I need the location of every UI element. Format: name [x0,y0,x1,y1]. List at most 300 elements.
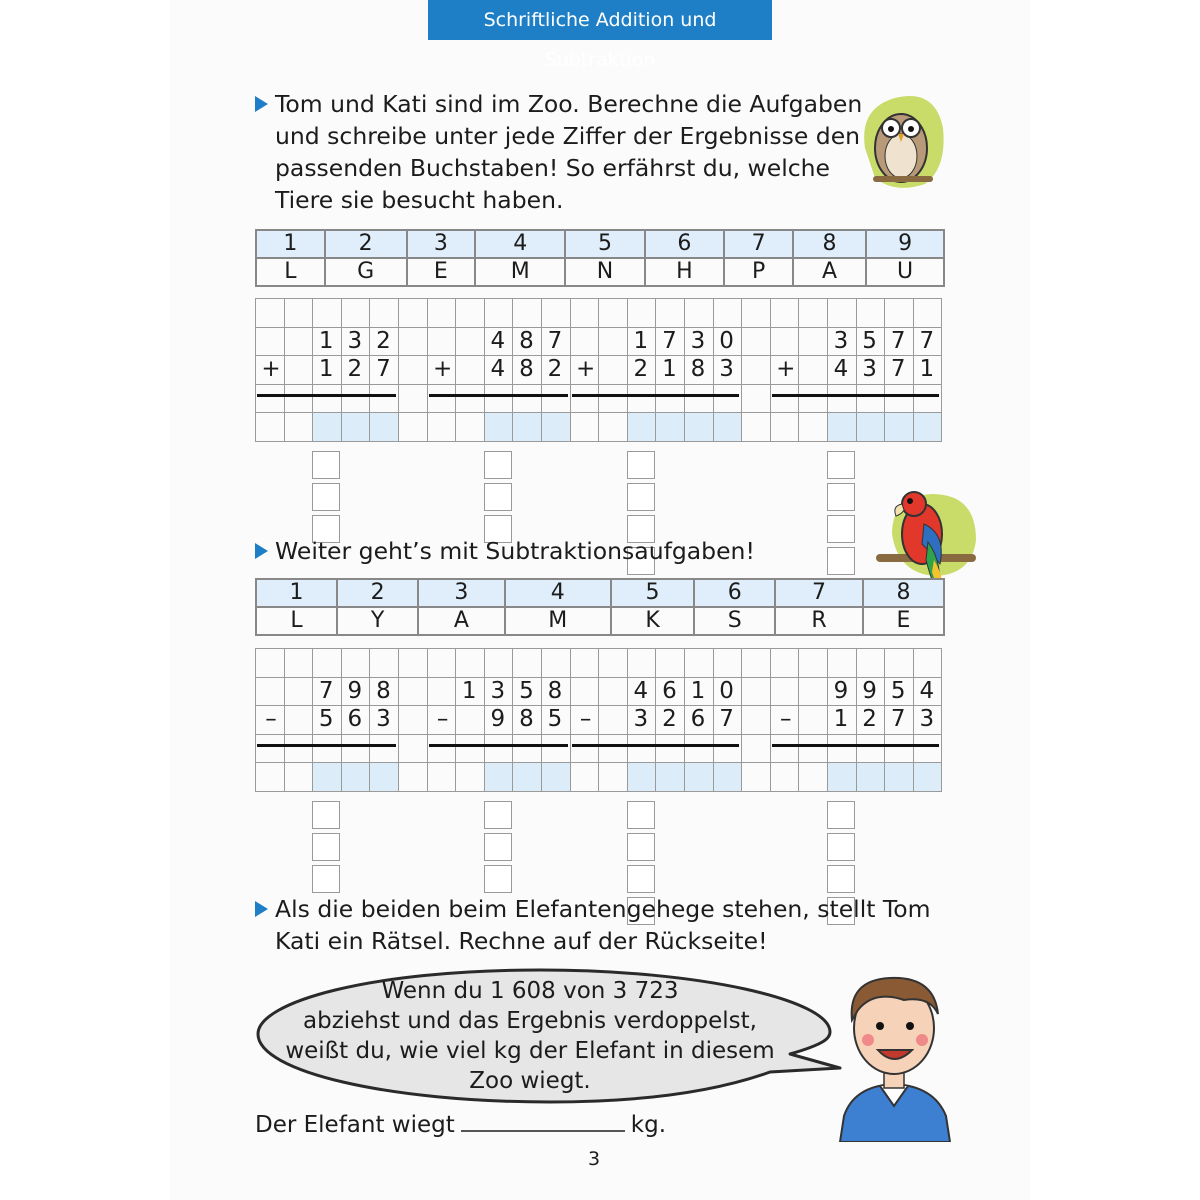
grid-cell [798,355,828,385]
operand-digit: 2 [662,706,677,733]
grid-cell [398,298,428,328]
grid-cell [398,355,428,385]
letter-box[interactable] [827,833,855,861]
key-letter: H [645,258,725,286]
grid-cell [541,298,571,328]
grid-cell [884,648,914,678]
grid-cell [770,298,800,328]
result-cell[interactable] [255,412,285,442]
key-letter: E [407,258,476,286]
result-cell[interactable] [856,762,886,792]
minuend-digit: 5 [862,327,877,354]
key-number: 6 [694,579,775,607]
sum-line [772,394,940,397]
operand-digit: 9 [490,706,506,733]
grid-cell [455,734,485,764]
grid-cell [398,384,428,414]
grid-cell [512,648,542,678]
operand-digit: 1 [318,356,334,383]
key-letters-row [256,607,944,635]
result-cell[interactable] [427,762,457,792]
result-cell[interactable] [284,762,314,792]
key-number: 4 [475,230,565,258]
minuend-digit: 6 [662,677,677,704]
letter-box[interactable] [484,451,512,479]
grid-cell [884,298,914,328]
grid-cell [284,384,314,414]
grid-cell [484,734,514,764]
grid-cell [856,648,886,678]
sum-line [257,394,396,397]
key-letter: K [611,607,694,635]
result-cell[interactable] [655,412,685,442]
key-letter: E [863,607,944,635]
key-number: 6 [645,230,725,258]
letter-box[interactable] [312,833,340,861]
result-cell[interactable] [770,762,800,792]
grid-cell [798,705,828,735]
operand-digit: 3 [862,356,877,383]
answer-blank[interactable] [461,1130,625,1132]
minuend-digit: 9 [833,677,849,704]
result-cell[interactable] [856,412,886,442]
letter-box[interactable] [827,865,855,893]
grid-cell [884,734,914,764]
result-cell[interactable] [884,762,914,792]
operand-digit: 2 [633,356,649,383]
minuend-digit: 8 [376,677,391,704]
grid-cell [455,705,485,735]
letter-box[interactable] [312,865,340,893]
operand-digit: 7 [890,356,906,383]
grid-cell [455,355,485,385]
operand-digit: 1 [833,706,849,733]
key-number: 3 [418,579,504,607]
letter-box[interactable] [827,483,855,511]
key-number: 4 [505,579,611,607]
riddle-line: Zoo wiegt. [469,1068,591,1094]
letter-answer-boxes[interactable] [827,801,856,829]
result-cell[interactable] [255,762,285,792]
minuend-digit: 4 [919,677,935,704]
grid-cell [255,384,285,414]
operand-digit: 3 [919,706,935,733]
grid-cell [427,384,457,414]
grid-cell [284,677,314,707]
minus-sign: – [780,706,792,733]
key-letter: A [793,258,866,286]
minuend-digit: 8 [519,327,534,354]
result-cell[interactable] [884,412,914,442]
result-cell[interactable] [655,762,685,792]
letter-answer-boxes[interactable] [627,451,656,479]
grid-cell [512,384,542,414]
operand-digit: 7 [719,706,734,733]
riddle-line: abziehst und das Ergebnis verdoppelst, [303,1008,757,1034]
letter-answer-boxes[interactable] [484,451,513,479]
grid-cell [570,384,600,414]
operand-digit: 3 [633,706,649,733]
grid-cell [512,298,542,328]
plus-sign: + [575,356,596,383]
grid-cell [398,327,428,357]
grid-cell [512,734,542,764]
answer-sentence [255,1112,666,1138]
grid-cell [713,384,743,414]
letter-box[interactable] [827,801,855,829]
plus-sign: + [432,356,453,383]
grid-cell [570,327,600,357]
grid-cell [770,677,800,707]
grid-cell [741,355,771,385]
key-number: 2 [325,230,407,258]
grid-cell [798,648,828,678]
result-cell[interactable] [369,762,399,792]
grid-cell [856,298,886,328]
grid-cell [284,705,314,735]
grid-cell [455,384,485,414]
result-cell[interactable] [484,412,514,442]
result-cell[interactable] [484,762,514,792]
operand-digit: 4 [833,356,849,383]
result-cell[interactable] [398,412,428,442]
grid-cell [827,298,857,328]
grid-cell [598,677,628,707]
grid-cell [570,648,600,678]
letter-box[interactable] [627,801,655,829]
result-cell[interactable] [455,412,485,442]
sum-line [772,744,940,747]
grid-cell [770,327,800,357]
operand-digit: 8 [690,356,706,383]
grid-cell [341,648,371,678]
operand-digit: 8 [519,706,534,733]
letter-answer-boxes[interactable] [312,801,341,829]
key-number: 8 [793,230,866,258]
grid-cell [741,327,771,357]
plus-sign: + [776,356,796,383]
result-cell[interactable] [741,762,771,792]
minuend-digit: 7 [547,327,563,354]
letter-box[interactable] [627,833,655,861]
grid-cell [884,384,914,414]
grid-cell [770,648,800,678]
answer-unit: kg. [630,1112,667,1138]
letter-box[interactable] [484,801,512,829]
grid-cell [598,648,628,678]
result-cell[interactable] [284,412,314,442]
grid-cell [427,648,457,678]
plus-sign: + [261,356,281,383]
result-cell[interactable] [913,412,943,442]
letter-box[interactable] [627,451,655,479]
result-cell[interactable] [798,762,828,792]
letter-box[interactable] [627,483,655,511]
grid-cell [684,384,714,414]
grid-cell [827,734,857,764]
result-cell[interactable] [598,762,628,792]
grid-cell [484,298,514,328]
grid-cell [398,734,428,764]
minuend-digit: 4 [633,677,649,704]
result-cell[interactable] [627,762,657,792]
result-cell[interactable] [398,762,428,792]
key-number: 3 [407,230,476,258]
minuend-digit: 8 [547,677,563,704]
operand-digit: 2 [347,356,363,383]
letter-box[interactable] [827,547,855,575]
minuend-digit: 9 [862,677,877,704]
sum-line [257,744,396,747]
grid-cell [684,648,714,678]
instruction-subtraction [255,535,755,567]
grid-cell [484,648,514,678]
grid-cell [684,298,714,328]
minuend-digit: 0 [719,327,734,354]
grid-cell [570,734,600,764]
key-number: 5 [611,579,694,607]
result-cell[interactable] [741,412,771,442]
key-letter: Y [337,607,418,635]
result-cell[interactable] [570,762,600,792]
key-number: 8 [863,579,944,607]
result-cell[interactable] [455,762,485,792]
operand-digit: 1 [919,356,935,383]
result-cell[interactable] [312,762,342,792]
minuend-digit: 5 [890,677,906,704]
result-cell[interactable] [598,412,628,442]
riddle-text [270,976,790,1096]
result-cell[interactable] [684,762,714,792]
minuend-digit: 1 [690,677,706,704]
minuend-digit: 5 [519,677,534,704]
grid-cell [541,648,571,678]
grid-cell [398,677,428,707]
grid-cell [427,327,457,357]
operand-digit: 7 [376,356,391,383]
operand-digit: 2 [547,356,563,383]
grid-cell [341,298,371,328]
grid-cell [455,648,485,678]
minuend-digit: 3 [490,677,506,704]
grid-cell [369,298,399,328]
riddle-line: weißt du, wie viel kg der Elefant in diesem [285,1038,775,1064]
result-cell[interactable] [312,412,342,442]
operand-digit: 2 [862,706,877,733]
sum-line [429,744,568,747]
result-cell[interactable] [570,412,600,442]
grid-cell [770,734,800,764]
result-cell[interactable] [684,412,714,442]
grid-cell [570,677,600,707]
sum-line [429,394,568,397]
grid-cell [484,384,514,414]
minuend-digit: 7 [890,327,906,354]
result-cell[interactable] [770,412,800,442]
key-number: 7 [775,579,863,607]
result-cell[interactable] [369,412,399,442]
instruction-riddle [255,893,931,957]
letter-box[interactable] [827,515,855,543]
result-cell[interactable] [798,412,828,442]
grid-cell [627,734,657,764]
grid-cell [627,384,657,414]
grid-cell [427,677,457,707]
minuend-digit: 2 [376,327,391,354]
key-number: 9 [866,230,944,258]
minuend-digit: 7 [318,677,334,704]
minuend-digit: 9 [347,677,363,704]
key-numbers-row [256,579,944,607]
grid-cell [598,327,628,357]
grid-cell [598,355,628,385]
letter-answer-boxes[interactable] [627,801,656,829]
grid-cell [627,648,657,678]
grid-cell [455,298,485,328]
grid-cell [541,384,571,414]
owl-illustration [855,88,947,194]
grid-cell [255,677,285,707]
minus-sign: – [436,706,449,733]
key-letter: P [724,258,793,286]
operand-digit: 3 [719,356,734,383]
grid-cell [427,734,457,764]
grid-cell [827,648,857,678]
letter-box[interactable] [312,801,340,829]
result-cell[interactable] [713,412,743,442]
operand-digit: 1 [662,356,677,383]
operand-digit: 6 [347,706,363,733]
instruction-line: Kati ein Rätsel. Rechne auf der Rückseite! [275,927,768,955]
result-cell[interactable] [827,412,857,442]
operand-digit: 3 [376,706,391,733]
grid-cell [798,677,828,707]
result-cell[interactable] [827,762,857,792]
bullet-triangle-icon [255,543,268,559]
grid-cell [655,384,685,414]
result-cell[interactable] [512,762,542,792]
minuend-digit: 3 [833,327,849,354]
result-cell[interactable] [427,412,457,442]
key-number: 5 [565,230,644,258]
grid-cell [341,384,371,414]
grid-cell [284,648,314,678]
grid-cell [770,384,800,414]
grid-cell [798,384,828,414]
grid-cell [913,384,943,414]
key-letter: L [256,607,337,635]
operand-digit: 6 [690,706,706,733]
grid-cell [284,327,314,357]
result-cell[interactable] [713,762,743,792]
sum-line [572,394,740,397]
result-cell[interactable] [627,412,657,442]
grid-cell [598,705,628,735]
key-number: 2 [337,579,418,607]
result-cell[interactable] [541,412,571,442]
minuend-digit: 3 [347,327,363,354]
letter-box[interactable] [827,451,855,479]
operand-digit: 5 [318,706,334,733]
grid-cell [684,734,714,764]
instruction-line: passenden Buchstaben! So erfährst du, welche [275,154,831,182]
grid-cell [741,705,771,735]
grid-cell [713,734,743,764]
page-number: 3 [588,1148,601,1170]
grid-cell [341,734,371,764]
grid-cell [598,384,628,414]
key-number: 7 [724,230,793,258]
letter-box[interactable] [627,865,655,893]
result-cell[interactable] [512,412,542,442]
letter-answer-boxes[interactable] [827,451,856,479]
grid-cell [312,734,342,764]
letter-box[interactable] [312,451,340,479]
boy-tom-illustration [834,966,954,1142]
bullet-triangle-icon [255,96,268,112]
grid-cell [741,384,771,414]
grid-cell [713,648,743,678]
letter-box[interactable] [484,865,512,893]
operand-digit: 5 [547,706,563,733]
result-cell[interactable] [341,762,371,792]
grid-cell [827,384,857,414]
instruction-line: Weiter geht’s mit Subtraktionsaufgaben! [275,537,755,565]
grid-cell [741,298,771,328]
grid-cell [369,734,399,764]
letter-box[interactable] [484,833,512,861]
letter-answer-boxes[interactable] [312,451,341,479]
instruction-line: und schreibe unter jede Ziffer der Ergebnisse den [275,122,861,150]
letter-key-table-addition [255,229,945,287]
operand-digit: 4 [490,356,506,383]
key-letters-row [256,258,944,286]
result-cell[interactable] [913,762,943,792]
operand-digit: 8 [519,356,534,383]
grid-cell [856,384,886,414]
grid-cell [369,384,399,414]
grid-cell [655,648,685,678]
grid-cell [741,648,771,678]
grid-cell [798,734,828,764]
answer-prefix: Der Elefant wiegt [255,1112,455,1138]
grid-cell [427,298,457,328]
minuend-digit: 3 [690,327,706,354]
grid-cell [856,734,886,764]
letter-box[interactable] [484,483,512,511]
letter-key-table-subtraction [255,578,945,636]
minuend-digit: 4 [490,327,506,354]
key-letter: U [866,258,944,286]
key-letter: G [325,258,407,286]
instruction-line: Tiere sie besucht haben. [275,186,564,214]
grid-cell [312,384,342,414]
page-header: Schriftliche Addition und Subtraktion [428,0,772,40]
letter-box[interactable] [312,483,340,511]
minuend-digit: 1 [461,677,477,704]
letter-answer-boxes[interactable] [484,801,513,829]
grid-cell [798,298,828,328]
grid-cell [913,298,943,328]
minuend-digit: 7 [662,327,677,354]
key-letter: L [256,258,325,286]
minuend-digit: 1 [318,327,334,354]
grid-cell [369,648,399,678]
bullet-triangle-icon [255,901,268,917]
instruction-addition [255,88,862,216]
result-cell[interactable] [341,412,371,442]
result-cell[interactable] [541,762,571,792]
